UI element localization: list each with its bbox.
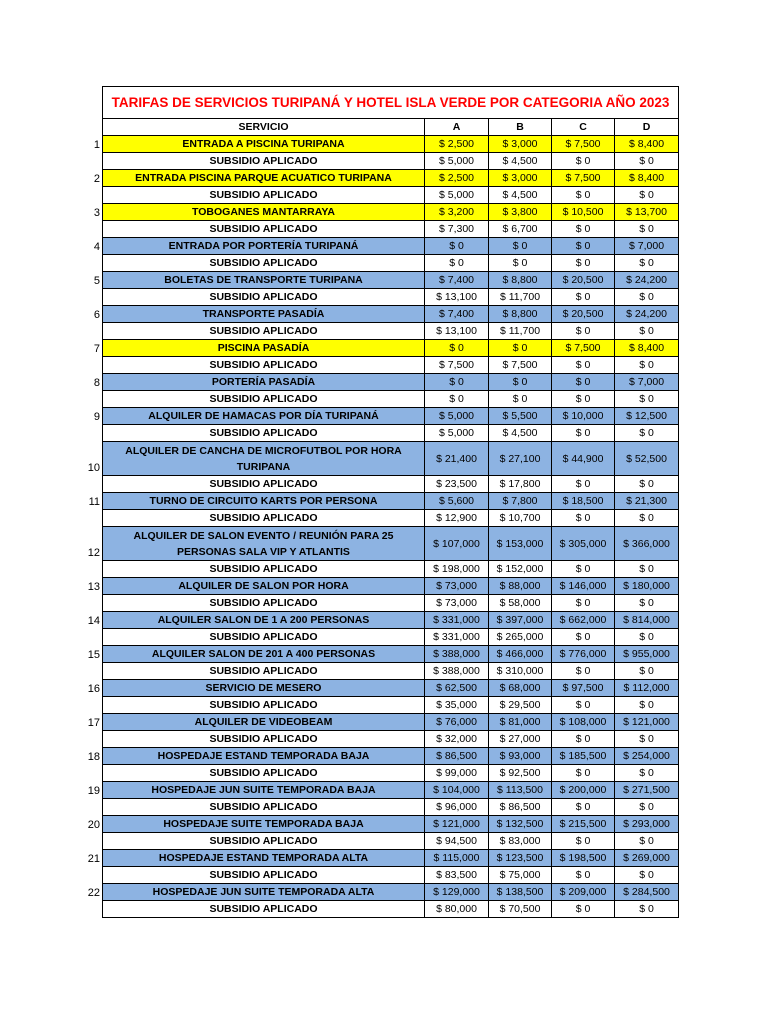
service-cell: HOSPEDAJE SUITE TEMPORADA BAJA (103, 816, 425, 833)
price-c-cell: $ 662,000 (552, 612, 615, 629)
subsidy-row (103, 289, 679, 306)
subsidy-d-cell: $ 0 (615, 901, 679, 918)
subsidy-a-cell: $ 0 (425, 255, 489, 272)
row-number: 8 (93, 376, 100, 389)
price-c-cell: $ 0 (552, 374, 615, 391)
subsidy-b-cell: $ 58,000 (489, 595, 552, 612)
price-c-cell: $ 146,000 (552, 578, 615, 595)
price-c-cell: $ 18,500 (552, 493, 615, 510)
subsidy-d-cell: $ 0 (615, 391, 679, 408)
service-cell: PISCINA PASADÍA (103, 340, 425, 357)
subsidy-a-cell: $ 198,000 (425, 561, 489, 578)
price-a-cell: $ 2,500 (425, 136, 489, 153)
price-b-cell: $ 113,500 (489, 782, 552, 799)
subsidy-row (103, 901, 679, 918)
price-c-cell: $ 10,000 (552, 408, 615, 425)
subsidy-b-cell: $ 265,000 (489, 629, 552, 646)
service-cell: ENTRADA POR PORTERÍA TURIPANÁ (103, 238, 425, 255)
price-b-cell: $ 0 (489, 238, 552, 255)
price-b-cell: $ 81,000 (489, 714, 552, 731)
subsidy-b-cell: $ 17,800 (489, 476, 552, 493)
row-number: 22 (87, 886, 100, 899)
price-a-cell: $ 7,400 (425, 272, 489, 289)
price-d-cell: $ 24,200 (615, 306, 679, 323)
subsidy-d-cell: $ 0 (615, 255, 679, 272)
subsidy-d-cell: $ 0 (615, 323, 679, 340)
service-cell: HOSPEDAJE JUN SUITE TEMPORADA BAJA (103, 782, 425, 799)
service-cell: ALQUILER DE VIDEOBEAM (103, 714, 425, 731)
table-row (103, 884, 679, 901)
price-b-cell: $ 3,000 (489, 136, 552, 153)
row-number: 14 (87, 614, 100, 627)
price-d-cell: $ 21,300 (615, 493, 679, 510)
price-d-cell: $ 814,000 (615, 612, 679, 629)
price-a-cell: $ 104,000 (425, 782, 489, 799)
subsidy-row (103, 323, 679, 340)
price-c-cell: $ 20,500 (552, 306, 615, 323)
table-row (103, 272, 679, 289)
subsidy-b-cell: $ 86,500 (489, 799, 552, 816)
service-cell: ALQUILER DE SALON POR HORA (103, 578, 425, 595)
subsidy-c-cell: $ 0 (552, 765, 615, 782)
service-cell: SERVICIO DE MESERO (103, 680, 425, 697)
subsidy-d-cell: $ 0 (615, 425, 679, 442)
price-d-cell: $ 7,000 (615, 374, 679, 391)
subsidy-a-cell: $ 73,000 (425, 595, 489, 612)
subsidy-c-cell: $ 0 (552, 595, 615, 612)
service-cell: ALQUILER DE SALON EVENTO / REUNIÓN PARA 25 PERSONAS SALA VIP Y ATLANTIS (103, 527, 425, 561)
subsidy-c-cell: $ 0 (552, 391, 615, 408)
price-b-cell: $ 397,000 (489, 612, 552, 629)
price-b-cell: $ 88,000 (489, 578, 552, 595)
price-a-cell: $ 62,500 (425, 680, 489, 697)
subsidy-b-cell: $ 75,000 (489, 867, 552, 884)
subsidy-c-cell: $ 0 (552, 187, 615, 204)
price-c-cell: $ 198,500 (552, 850, 615, 867)
subsidy-c-cell: $ 0 (552, 561, 615, 578)
service-cell: ALQUILER SALON DE 1 A 200 PERSONAS (103, 612, 425, 629)
price-d-cell: $ 284,500 (615, 884, 679, 901)
subsidy-c-cell: $ 0 (552, 663, 615, 680)
subsidy-a-cell: $ 32,000 (425, 731, 489, 748)
service-cell: ALQUILER DE CANCHA DE MICROFUTBOL POR HORA TURIPANA (103, 442, 425, 476)
subsidy-a-cell: $ 388,000 (425, 663, 489, 680)
row-number: 15 (87, 648, 100, 661)
subsidy-d-cell: $ 0 (615, 697, 679, 714)
subsidy-label-cell: SUBSIDIO APLICADO (103, 391, 425, 408)
subsidy-d-cell: $ 0 (615, 187, 679, 204)
subsidy-a-cell: $ 5,000 (425, 187, 489, 204)
price-a-cell: $ 3,200 (425, 204, 489, 221)
price-d-cell: $ 269,000 (615, 850, 679, 867)
subsidy-a-cell: $ 80,000 (425, 901, 489, 918)
table-row (103, 714, 679, 731)
price-a-cell: $ 76,000 (425, 714, 489, 731)
subsidy-label-cell: SUBSIDIO APLICADO (103, 153, 425, 170)
subsidy-label-cell: SUBSIDIO APLICADO (103, 255, 425, 272)
price-b-cell: $ 7,800 (489, 493, 552, 510)
subsidy-d-cell: $ 0 (615, 867, 679, 884)
subsidy-a-cell: $ 331,000 (425, 629, 489, 646)
row-number: 20 (87, 818, 100, 831)
subsidy-d-cell: $ 0 (615, 765, 679, 782)
subsidy-row (103, 799, 679, 816)
service-cell: HOSPEDAJE ESTAND TEMPORADA ALTA (103, 850, 425, 867)
subsidy-d-cell: $ 0 (615, 289, 679, 306)
table-row (103, 340, 679, 357)
subsidy-c-cell: $ 0 (552, 510, 615, 527)
subsidy-row (103, 510, 679, 527)
subsidy-row (103, 697, 679, 714)
subsidy-label-cell: SUBSIDIO APLICADO (103, 867, 425, 884)
subsidy-label-cell: SUBSIDIO APLICADO (103, 221, 425, 238)
price-b-cell: $ 0 (489, 374, 552, 391)
subsidy-d-cell: $ 0 (615, 221, 679, 238)
price-a-cell: $ 2,500 (425, 170, 489, 187)
subsidy-a-cell: $ 0 (425, 391, 489, 408)
subsidy-b-cell: $ 4,500 (489, 153, 552, 170)
subsidy-d-cell: $ 0 (615, 561, 679, 578)
page-title: TARIFAS DE SERVICIOS TURIPANÁ Y HOTEL ISLA VERDE POR CATEGORIA AÑO 2023 (103, 87, 679, 119)
price-d-cell: $ 7,000 (615, 238, 679, 255)
subsidy-row (103, 425, 679, 442)
price-b-cell: $ 3,000 (489, 170, 552, 187)
subsidy-b-cell: $ 83,000 (489, 833, 552, 850)
row-number: 5 (93, 274, 100, 287)
service-cell: TOBOGANES MANTARRAYA (103, 204, 425, 221)
subsidy-b-cell: $ 4,500 (489, 425, 552, 442)
row-number: 2 (93, 172, 100, 185)
subsidy-c-cell: $ 0 (552, 289, 615, 306)
row-number: 1 (93, 138, 100, 151)
price-b-cell: $ 27,100 (489, 442, 552, 476)
subsidy-b-cell: $ 11,700 (489, 323, 552, 340)
price-a-cell: $ 115,000 (425, 850, 489, 867)
service-cell: HOSPEDAJE JUN SUITE TEMPORADA ALTA (103, 884, 425, 901)
price-c-cell: $ 215,500 (552, 816, 615, 833)
price-d-cell: $ 24,200 (615, 272, 679, 289)
price-a-cell: $ 129,000 (425, 884, 489, 901)
table-row (103, 408, 679, 425)
price-a-cell: $ 5,600 (425, 493, 489, 510)
price-a-cell: $ 121,000 (425, 816, 489, 833)
table-row (103, 782, 679, 799)
service-cell: ENTRADA PISCINA PARQUE ACUATICO TURIPANA (103, 170, 425, 187)
price-d-cell: $ 8,400 (615, 340, 679, 357)
row-number: 4 (93, 240, 100, 253)
price-a-cell: $ 388,000 (425, 646, 489, 663)
price-c-cell: $ 209,000 (552, 884, 615, 901)
subsidy-c-cell: $ 0 (552, 697, 615, 714)
subsidy-a-cell: $ 7,500 (425, 357, 489, 374)
price-d-cell: $ 955,000 (615, 646, 679, 663)
subsidy-row (103, 255, 679, 272)
subsidy-b-cell: $ 152,000 (489, 561, 552, 578)
price-a-cell: $ 331,000 (425, 612, 489, 629)
tariff-sheet (87, 86, 678, 918)
price-d-cell: $ 293,000 (615, 816, 679, 833)
price-c-cell: $ 776,000 (552, 646, 615, 663)
service-cell: TRANSPORTE PASADÍA (103, 306, 425, 323)
row-number: 13 (87, 580, 100, 593)
subsidy-b-cell: $ 27,000 (489, 731, 552, 748)
table-row (103, 493, 679, 510)
price-a-cell: $ 86,500 (425, 748, 489, 765)
price-d-cell: $ 52,500 (615, 442, 679, 476)
row-number: 17 (87, 716, 100, 729)
subsidy-a-cell: $ 13,100 (425, 323, 489, 340)
subsidy-b-cell: $ 29,500 (489, 697, 552, 714)
subsidy-row (103, 391, 679, 408)
price-d-cell: $ 112,000 (615, 680, 679, 697)
subsidy-c-cell: $ 0 (552, 323, 615, 340)
subsidy-label-cell: SUBSIDIO APLICADO (103, 476, 425, 493)
subsidy-d-cell: $ 0 (615, 357, 679, 374)
subsidy-a-cell: $ 35,000 (425, 697, 489, 714)
row-number: 6 (93, 308, 100, 321)
subsidy-b-cell: $ 310,000 (489, 663, 552, 680)
header-servicio: SERVICIO (103, 119, 425, 136)
subsidy-a-cell: $ 23,500 (425, 476, 489, 493)
row-number: 3 (93, 206, 100, 219)
subsidy-a-cell: $ 94,500 (425, 833, 489, 850)
price-d-cell: $ 8,400 (615, 170, 679, 187)
price-b-cell: $ 153,000 (489, 527, 552, 561)
subsidy-d-cell: $ 0 (615, 833, 679, 850)
price-b-cell: $ 0 (489, 340, 552, 357)
price-d-cell: $ 271,500 (615, 782, 679, 799)
price-c-cell: $ 7,500 (552, 340, 615, 357)
subsidy-row (103, 153, 679, 170)
price-b-cell: $ 93,000 (489, 748, 552, 765)
subsidy-b-cell: $ 6,700 (489, 221, 552, 238)
subsidy-row (103, 731, 679, 748)
subsidy-a-cell: $ 5,000 (425, 153, 489, 170)
subsidy-row (103, 221, 679, 238)
table-row (103, 442, 679, 476)
header-c: C (552, 119, 615, 136)
subsidy-c-cell: $ 0 (552, 799, 615, 816)
price-c-cell: $ 7,500 (552, 170, 615, 187)
service-cell: ENTRADA A PISCINA TURIPANA (103, 136, 425, 153)
header-row (103, 119, 679, 136)
subsidy-b-cell: $ 4,500 (489, 187, 552, 204)
price-c-cell: $ 185,500 (552, 748, 615, 765)
subsidy-label-cell: SUBSIDIO APLICADO (103, 510, 425, 527)
subsidy-label-cell: SUBSIDIO APLICADO (103, 323, 425, 340)
subsidy-row (103, 357, 679, 374)
price-a-cell: $ 0 (425, 340, 489, 357)
header-b: B (489, 119, 552, 136)
price-a-cell: $ 21,400 (425, 442, 489, 476)
price-c-cell: $ 108,000 (552, 714, 615, 731)
price-b-cell: $ 138,500 (489, 884, 552, 901)
row-number: 16 (87, 682, 100, 695)
subsidy-d-cell: $ 0 (615, 629, 679, 646)
price-a-cell: $ 7,400 (425, 306, 489, 323)
subsidy-a-cell: $ 5,000 (425, 425, 489, 442)
subsidy-a-cell: $ 7,300 (425, 221, 489, 238)
price-c-cell: $ 97,500 (552, 680, 615, 697)
price-d-cell: $ 12,500 (615, 408, 679, 425)
service-cell: BOLETAS DE TRANSPORTE TURIPANA (103, 272, 425, 289)
subsidy-label-cell: SUBSIDIO APLICADO (103, 289, 425, 306)
subsidy-row (103, 629, 679, 646)
service-cell: ALQUILER SALON DE 201 A 400 PERSONAS (103, 646, 425, 663)
subsidy-row (103, 561, 679, 578)
table-row (103, 306, 679, 323)
price-d-cell: $ 254,000 (615, 748, 679, 765)
tariff-table (102, 86, 679, 918)
price-c-cell: $ 20,500 (552, 272, 615, 289)
table-row (103, 680, 679, 697)
price-d-cell: $ 180,000 (615, 578, 679, 595)
price-b-cell: $ 123,500 (489, 850, 552, 867)
price-c-cell: $ 10,500 (552, 204, 615, 221)
row-number: 21 (87, 852, 100, 865)
subsidy-a-cell: $ 83,500 (425, 867, 489, 884)
row-number: 11 (88, 495, 100, 508)
subsidy-b-cell: $ 11,700 (489, 289, 552, 306)
subsidy-a-cell: $ 99,000 (425, 765, 489, 782)
subsidy-row (103, 663, 679, 680)
price-c-cell: $ 305,000 (552, 527, 615, 561)
subsidy-c-cell: $ 0 (552, 425, 615, 442)
subsidy-b-cell: $ 92,500 (489, 765, 552, 782)
subsidy-c-cell: $ 0 (552, 833, 615, 850)
subsidy-b-cell: $ 0 (489, 255, 552, 272)
header-d: D (615, 119, 679, 136)
price-a-cell: $ 73,000 (425, 578, 489, 595)
price-a-cell: $ 107,000 (425, 527, 489, 561)
price-b-cell: $ 3,800 (489, 204, 552, 221)
table-row (103, 578, 679, 595)
subsidy-row (103, 187, 679, 204)
subsidy-label-cell: SUBSIDIO APLICADO (103, 561, 425, 578)
subsidy-c-cell: $ 0 (552, 867, 615, 884)
subsidy-row (103, 833, 679, 850)
subsidy-label-cell: SUBSIDIO APLICADO (103, 425, 425, 442)
row-number: 12 (87, 546, 100, 559)
subsidy-b-cell: $ 70,500 (489, 901, 552, 918)
subsidy-label-cell: SUBSIDIO APLICADO (103, 799, 425, 816)
subsidy-label-cell: SUBSIDIO APLICADO (103, 629, 425, 646)
subsidy-label-cell: SUBSIDIO APLICADO (103, 697, 425, 714)
subsidy-label-cell: SUBSIDIO APLICADO (103, 901, 425, 918)
table-row (103, 646, 679, 663)
subsidy-row (103, 476, 679, 493)
subsidy-a-cell: $ 96,000 (425, 799, 489, 816)
subsidy-c-cell: $ 0 (552, 153, 615, 170)
subsidy-d-cell: $ 0 (615, 510, 679, 527)
table-row (103, 204, 679, 221)
table-row (103, 136, 679, 153)
subsidy-c-cell: $ 0 (552, 476, 615, 493)
table-row (103, 170, 679, 187)
table-row (103, 374, 679, 391)
subsidy-c-cell: $ 0 (552, 901, 615, 918)
price-b-cell: $ 8,800 (489, 306, 552, 323)
subsidy-label-cell: SUBSIDIO APLICADO (103, 595, 425, 612)
table-row (103, 527, 679, 561)
subsidy-b-cell: $ 10,700 (489, 510, 552, 527)
price-b-cell: $ 466,000 (489, 646, 552, 663)
table-row (103, 748, 679, 765)
subsidy-c-cell: $ 0 (552, 731, 615, 748)
subsidy-label-cell: SUBSIDIO APLICADO (103, 187, 425, 204)
table-row (103, 850, 679, 867)
subsidy-c-cell: $ 0 (552, 357, 615, 374)
table-row (103, 238, 679, 255)
subsidy-label-cell: SUBSIDIO APLICADO (103, 357, 425, 374)
table-row (103, 816, 679, 833)
price-d-cell: $ 13,700 (615, 204, 679, 221)
subsidy-a-cell: $ 13,100 (425, 289, 489, 306)
subsidy-row (103, 867, 679, 884)
service-cell: ALQUILER DE HAMACAS POR DÍA TURIPANÁ (103, 408, 425, 425)
subsidy-label-cell: SUBSIDIO APLICADO (103, 765, 425, 782)
price-c-cell: $ 0 (552, 238, 615, 255)
price-d-cell: $ 366,000 (615, 527, 679, 561)
row-number: 9 (93, 410, 100, 423)
price-a-cell: $ 0 (425, 374, 489, 391)
price-d-cell: $ 8,400 (615, 136, 679, 153)
service-cell: PORTERÍA PASADÍA (103, 374, 425, 391)
service-cell: HOSPEDAJE ESTAND TEMPORADA BAJA (103, 748, 425, 765)
table-row (103, 612, 679, 629)
subsidy-d-cell: $ 0 (615, 476, 679, 493)
price-b-cell: $ 132,500 (489, 816, 552, 833)
title-row (103, 87, 679, 119)
header-a: A (425, 119, 489, 136)
service-cell: TURNO DE CIRCUITO KARTS POR PERSONA (103, 493, 425, 510)
subsidy-label-cell: SUBSIDIO APLICADO (103, 731, 425, 748)
price-c-cell: $ 200,000 (552, 782, 615, 799)
price-c-cell: $ 44,900 (552, 442, 615, 476)
row-number: 18 (87, 750, 100, 763)
subsidy-row (103, 765, 679, 782)
subsidy-d-cell: $ 0 (615, 595, 679, 612)
subsidy-row (103, 595, 679, 612)
row-number: 10 (87, 461, 100, 474)
subsidy-c-cell: $ 0 (552, 255, 615, 272)
price-a-cell: $ 0 (425, 238, 489, 255)
subsidy-c-cell: $ 0 (552, 629, 615, 646)
subsidy-label-cell: SUBSIDIO APLICADO (103, 663, 425, 680)
price-b-cell: $ 68,000 (489, 680, 552, 697)
price-a-cell: $ 5,000 (425, 408, 489, 425)
subsidy-d-cell: $ 0 (615, 663, 679, 680)
price-b-cell: $ 8,800 (489, 272, 552, 289)
subsidy-b-cell: $ 0 (489, 391, 552, 408)
subsidy-label-cell: SUBSIDIO APLICADO (103, 833, 425, 850)
subsidy-a-cell: $ 12,900 (425, 510, 489, 527)
subsidy-d-cell: $ 0 (615, 799, 679, 816)
subsidy-c-cell: $ 0 (552, 221, 615, 238)
price-b-cell: $ 5,500 (489, 408, 552, 425)
subsidy-d-cell: $ 0 (615, 731, 679, 748)
subsidy-d-cell: $ 0 (615, 153, 679, 170)
subsidy-b-cell: $ 7,500 (489, 357, 552, 374)
row-number: 19 (87, 784, 100, 797)
price-c-cell: $ 7,500 (552, 136, 615, 153)
price-d-cell: $ 121,000 (615, 714, 679, 731)
row-number: 7 (93, 342, 100, 355)
